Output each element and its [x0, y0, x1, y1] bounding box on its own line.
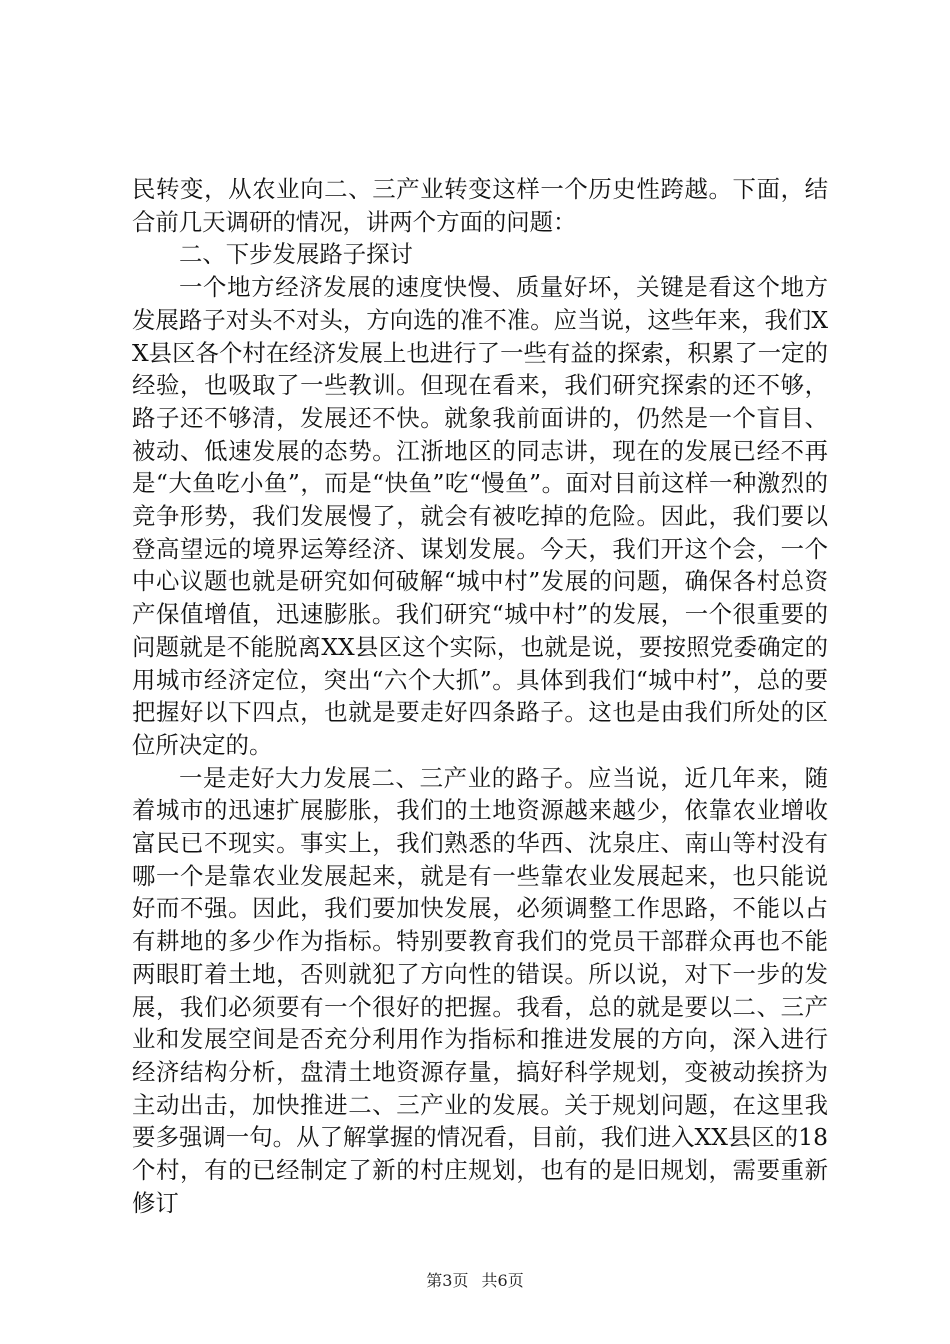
document-body: [132, 173, 828, 1220]
paragraph-continued: 民转变，从农业向二、三产业转变这样一个历史性跨越。下面，结合前几天调研的情况，讲两个方面的问题：: [132, 175, 828, 236]
page-footer: [0, 1268, 950, 1291]
page-total: 共6页: [481, 1271, 524, 1290]
paragraph-development-path: 一个地方经济发展的速度快慢、质量好坏，关键是看这个地方发展路子对头不对头，方向选的准不准。应当说，这些年来，我们XX县区各个村在经济发展上也进行了一些有益的探索，积累了一定的经验，也吸取了一些教训。但现在看来，我们研究探索的还不够，路子还不够清，发展还不快。就象我前面讲的，仍然是一个盲目、被动、低速发展的态势。江浙地区的同志讲，现在的发展已经不再是“大鱼吃小鱼”，而是“快鱼”吃“慢鱼”。面对目前这样一种激烈的竞争形势，我们发展慢了，就会有被吃掉的危险。因此，我们要以登高望远的境界运筹经济、谋划发展。今天，我们开这个会，一个中心议题也就是研究如何破解“城中村”发展的问题，确保各村总资产保值增值，迅速膨胀。我们研究“城中村”的发展，一个很重要的问题就是不能脱离XX县区这个实际，也就是说，要按照党委确定的用城市经济定位，突出“六个大抓”。具体到我们“城中村”，总的要把握好以下四点，也就是要走好四条路子。这也是由我们所处的区位所决定的。: [132, 273, 828, 759]
page-number: 第3页: [426, 1271, 469, 1290]
section-heading: 二、下步发展路子探讨: [179, 240, 413, 269]
paragraph-secondary-tertiary-industry: 一是走好大力发展二、三产业的路子。应当说，近几年来，随着城市的迅速扩展膨胀，我们的土地资源越来越少，依靠农业增收富民已不现实。事实上，我们熟悉的华西、沈泉庄、南山等村没有哪一个是靠农业发展起来，就是有一些靠农业发展起来，也只能说好而不强。因此，我们要加快发展，必须调整工作思路，不能以占有耕地的多少作为指标。特别要教育我们的党员干部群众再也不能两眼盯着土地，否则就犯了方向性的错误。所以说，对下一步的发展，我们必须要有一个很好的把握。我看，总的就是要以二、三产业和发展空间是否充分利用作为指标和推进发展的方向，深入进行经济结构分析，盘清土地资源存量，搞好科学规划，变被动挨挤为主动出击，加快推进二、三产业的发展。关于规划问题，在这里我要多强调一句。从了解掌握的情况看，目前，我们进入XX县区的18个村，有的已经制定了新的村庄规划，也有的是旧规划，需要重新修订: [132, 763, 828, 1217]
